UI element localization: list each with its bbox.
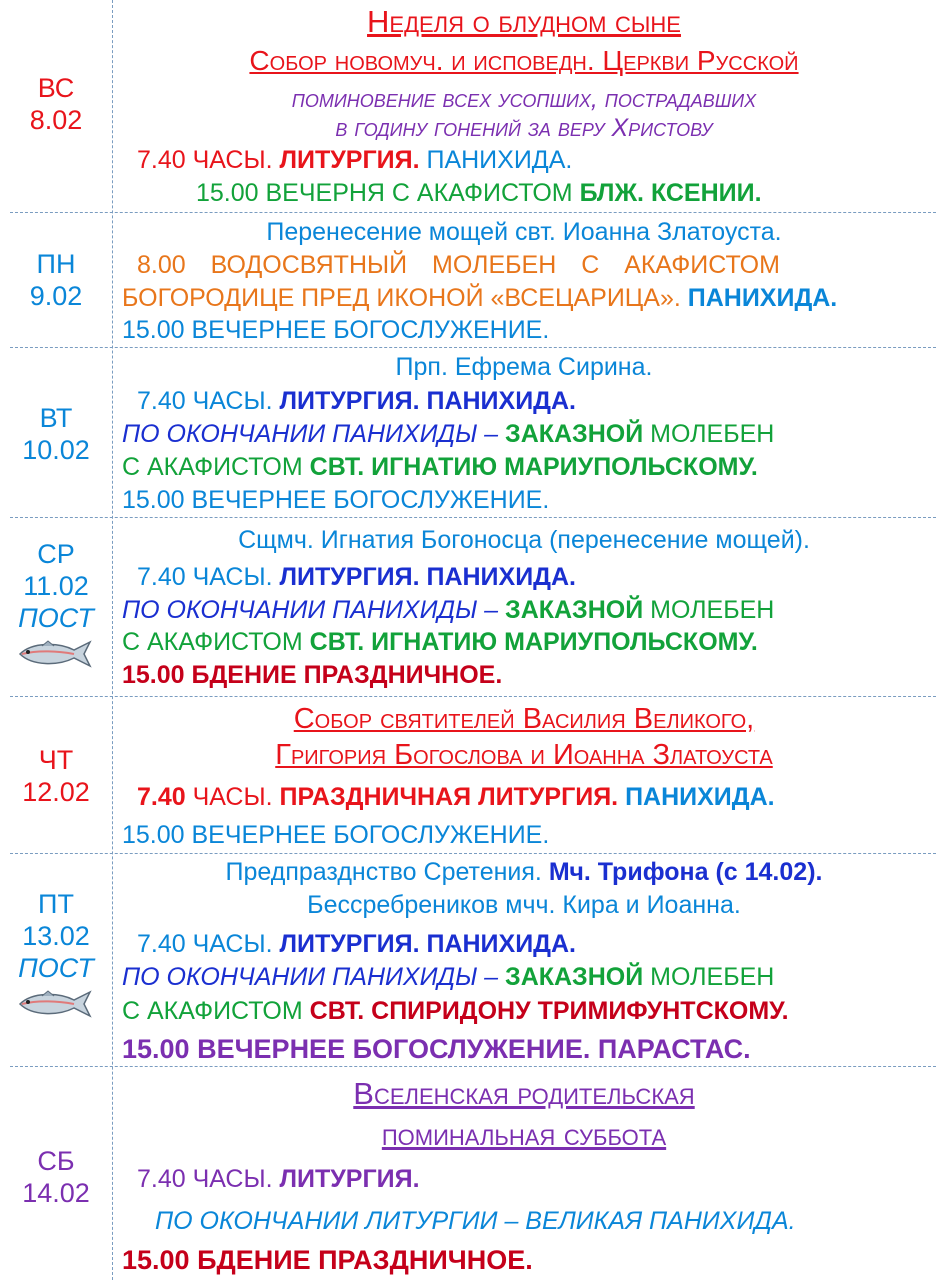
service-line: ПО ОКОНЧАНИИ ПАНИХИДЫ – ЗАКАЗНОЙ МОЛЕБЕН	[122, 420, 775, 448]
day-label-tuesday	[0, 402, 112, 466]
row-divider	[10, 1066, 936, 1067]
fast-label: ПОСТ	[18, 603, 94, 633]
feast-subtitle: Собор новомуч. и исповедн. Церкви Русской	[249, 45, 799, 76]
service-line: 7.40 ЧАСЫ. ЛИТУРГИЯ. ПАНИХИДА.	[137, 563, 576, 591]
day-label-sunday	[0, 72, 112, 136]
feast-title: Григория Богослова и Иоанна Златоуста	[275, 739, 773, 771]
day-label-monday	[0, 248, 112, 312]
day-date: 8.02	[29, 105, 83, 135]
service-line: 15.00 ВЕЧЕРНЯ С АКАФИСТОМ БЛЖ. КСЕНИИ.	[196, 179, 762, 207]
feast-title: поминальная суббота	[381, 1117, 667, 1152]
day-name: ЧТ	[38, 745, 74, 775]
service-line: 7.40 ЧАСЫ. ЛИТУРГИЯ. ПАНИХИДА.	[137, 930, 576, 958]
row-divider	[10, 517, 936, 518]
day-name: ВТ	[39, 403, 73, 433]
service-line: С АКАФИСТОМ СВТ. ИГНАТИЮ МАРИУПОЛЬСКОМУ.	[122, 453, 758, 481]
day-date: 14.02	[22, 1178, 90, 1208]
service-line: БОГОРОДИЦЕ ПРЕД ИКОНОЙ «ВСЕЦАРИЦА». ПАНИХИДА.	[122, 284, 838, 312]
service-line: 8.00 ВОДОСВЯТНЫЙ МОЛЕБЕН С АКАФИСТОМ	[137, 251, 780, 279]
row-divider	[10, 853, 936, 854]
saint-of-day: Сщмч. Игнатия Богоносца (перенесение мощей).	[238, 526, 810, 554]
fish-icon	[18, 988, 94, 1020]
day-label-thursday	[0, 744, 112, 808]
day-label-wednesday	[0, 538, 112, 670]
service-line: 7.40 ЧАСЫ. ЛИТУРГИЯ. ПАНИХИДА.	[137, 146, 573, 174]
day-name: СР	[37, 539, 75, 569]
service-line: 15.00 ВЕЧЕРНЕЕ БОГОСЛУЖЕНИЕ.	[122, 316, 550, 344]
day-name: ПН	[36, 249, 76, 279]
saint-of-day: Прп. Ефрема Сирина.	[395, 353, 653, 381]
day-date: 13.02	[22, 921, 90, 951]
day-label-saturday	[0, 1145, 112, 1209]
feast-title: Неделя о блудном сыне	[367, 4, 681, 39]
day-label-friday	[0, 888, 112, 1020]
service-line: 15.00 ВЕЧЕРНЕЕ БОГОСЛУЖЕНИЕ.	[122, 486, 550, 514]
service-line: С АКАФИСТОМ СВТ. ИГНАТИЮ МАРИУПОЛЬСКОМУ.	[122, 628, 758, 656]
row-divider	[10, 212, 936, 213]
day-date: 9.02	[29, 281, 83, 311]
commemoration: в годину гонений за веру Христову	[335, 114, 713, 142]
service-line: 15.00 ВЕЧЕРНЕЕ БОГОСЛУЖЕНИЕ.	[122, 821, 550, 849]
service-line: С АКАФИСТОМ СВТ. СПИРИДОНУ ТРИМИФУНТСКОМУ.	[122, 997, 789, 1025]
feast-title: Вселенская родительская	[353, 1076, 695, 1111]
service-line: ПО ОКОНЧАНИИ ПАНИХИДЫ – ЗАКАЗНОЙ МОЛЕБЕН	[122, 963, 775, 991]
fish-icon	[18, 638, 94, 670]
day-date: 10.02	[22, 435, 90, 465]
feast-title: Собор святителей Василия Великого,	[293, 703, 755, 735]
service-line: 7.40 ЧАСЫ. ЛИТУРГИЯ. ПАНИХИДА.	[137, 387, 576, 415]
commemoration: поминовение всех усопших, пострадавших	[291, 85, 757, 113]
service-line: 7.40 ЧАСЫ. ПРАЗДНИЧНАЯ ЛИТУРГИЯ. ПАНИХИДА.	[137, 783, 775, 811]
day-name: ВС	[37, 73, 75, 103]
day-date: 12.02	[22, 777, 90, 807]
fast-label: ПОСТ	[18, 953, 94, 983]
row-divider	[10, 696, 936, 697]
day-date: 11.02	[23, 571, 89, 601]
service-line: 7.40 ЧАСЫ. ЛИТУРГИЯ.	[137, 1165, 420, 1193]
day-name: СБ	[37, 1146, 75, 1176]
saint-of-day: Предпразднство Сретения. Мч. Трифона (с 14.02).	[225, 858, 823, 886]
service-line: 15.00 БДЕНИЕ ПРАЗДНИЧНОЕ.	[122, 1245, 533, 1275]
service-line: 15.00 ВЕЧЕРНЕЕ БОГОСЛУЖЕНИЕ. ПАРАСТАС.	[122, 1034, 751, 1064]
day-name: ПТ	[38, 889, 74, 919]
service-line: 15.00 БДЕНИЕ ПРАЗДНИЧНОЕ.	[122, 661, 503, 689]
service-line: ПО ОКОНЧАНИИ ПАНИХИДЫ – ЗАКАЗНОЙ МОЛЕБЕН	[122, 596, 775, 624]
saint-of-day: Бессребреников мчч. Кира и Иоанна.	[307, 891, 741, 919]
row-divider	[10, 347, 936, 348]
saint-of-day: Перенесение мощей свт. Иоанна Златоуста.	[266, 218, 782, 246]
service-line: ПО ОКОНЧАНИИ ЛИТУРГИИ – ВЕЛИКАЯ ПАНИХИДА.	[155, 1207, 796, 1235]
